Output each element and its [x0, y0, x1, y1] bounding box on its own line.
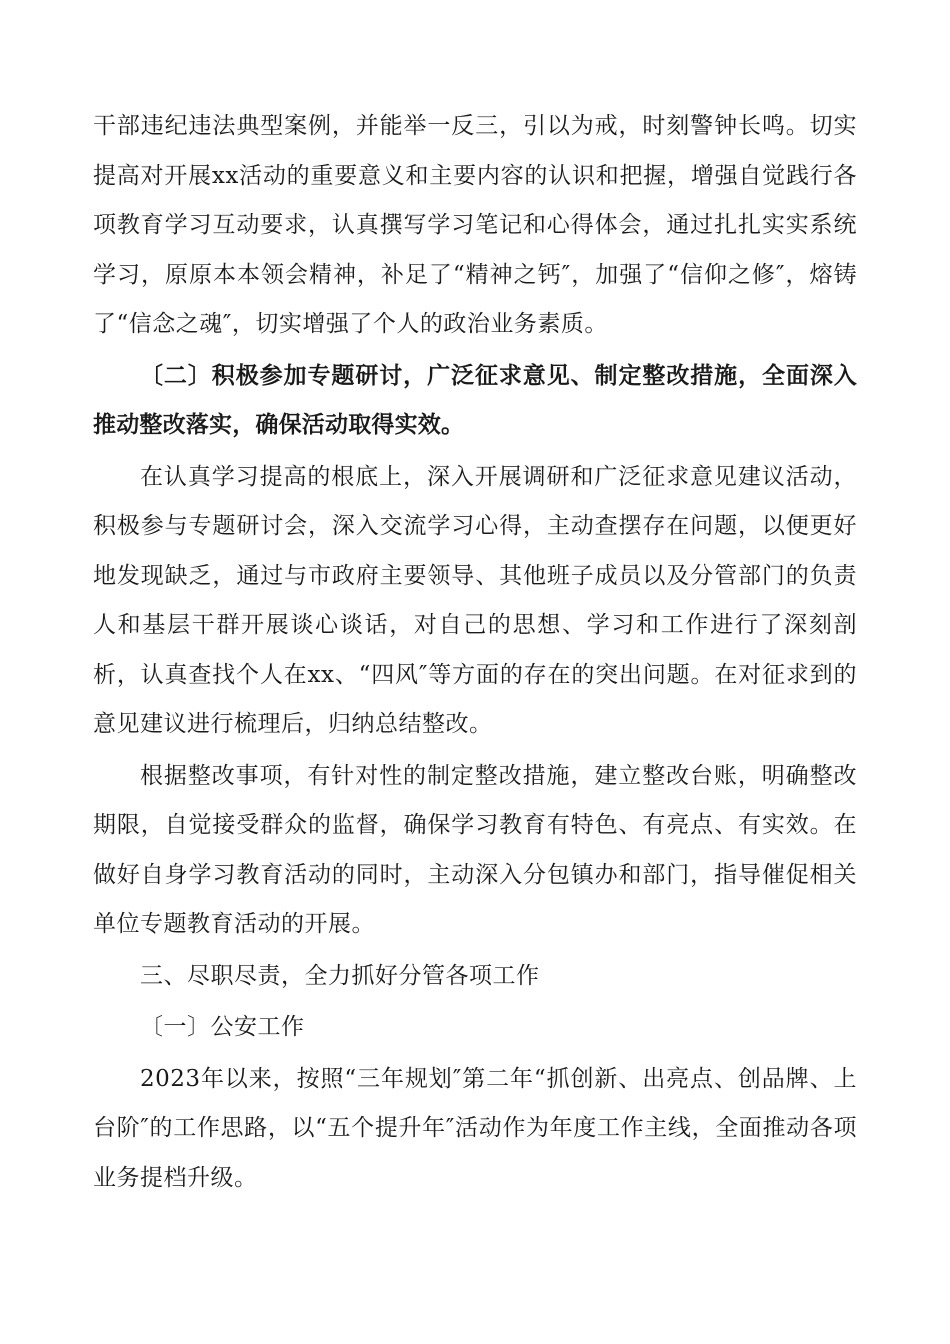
paragraph-police-work: 2023年以来，按照“三年规划″第二年“抓创新、出亮点、创品牌、上台阶″的工作思路，以“五个提升年″活动作为年度工作主线，全面推动各项业务提档升级。 [93, 1065, 857, 1191]
section-heading-duties: 三、尽职尽责，全力抓好分管各项工作 [140, 962, 540, 989]
subsection-heading-police: 〔一〕公安工作 [140, 1014, 305, 1040]
paragraph-rectification: 根据整改事项，有针对性的制定整改措施，建立整改台账，明确整改期限，自觉接受群众的监督，确保学习教育有特色、有亮点、有实效。在做好自身学习教育活动的同时，主动深入分包镇办和部门，指导催促相关单位专题教育活动的开展。 [93, 762, 857, 937]
paragraph-research: 在认真学习提高的根底上，深入开展调研和广泛征求意见建议活动，积极参与专题研讨会，深入交流学习心得，主动查摆存在问题，以便更好地发现缺乏，通过与市政府主要领导、其他班子成员以及分管部门的负责人和基层干群开展谈心谈话，对自己的思想、学习和工作进行了深刻剖析，认真查找个人在xx、“四风″等方面的存在的突出问题。在对征求到的意见建议进行梳理后，归纳总结整改。 [93, 463, 857, 737]
document-page [93, 102, 857, 1205]
paragraph-study-summary: 干部违纪违法典型案例，并能举一反三，引以为戒，时刻警钟长鸣。切实提高对开展xx活动的重要意义和主要内容的认识和把握，增强自觉践行各项教育学习互动要求，认真撰写学习笔记和心得体会，通过扎扎实实系统学习，原原本本领会精神，补足了“精神之钙″，加强了“信仰之修″，熔铸了“信念之魂″，切实增强了个人的政治业务素质。 [93, 113, 857, 337]
section-heading-research: 〔二〕积极参加专题研讨，广泛征求意见、制定整改措施，全面深入推动整改落实，确保活动取得实效。 [93, 362, 857, 438]
